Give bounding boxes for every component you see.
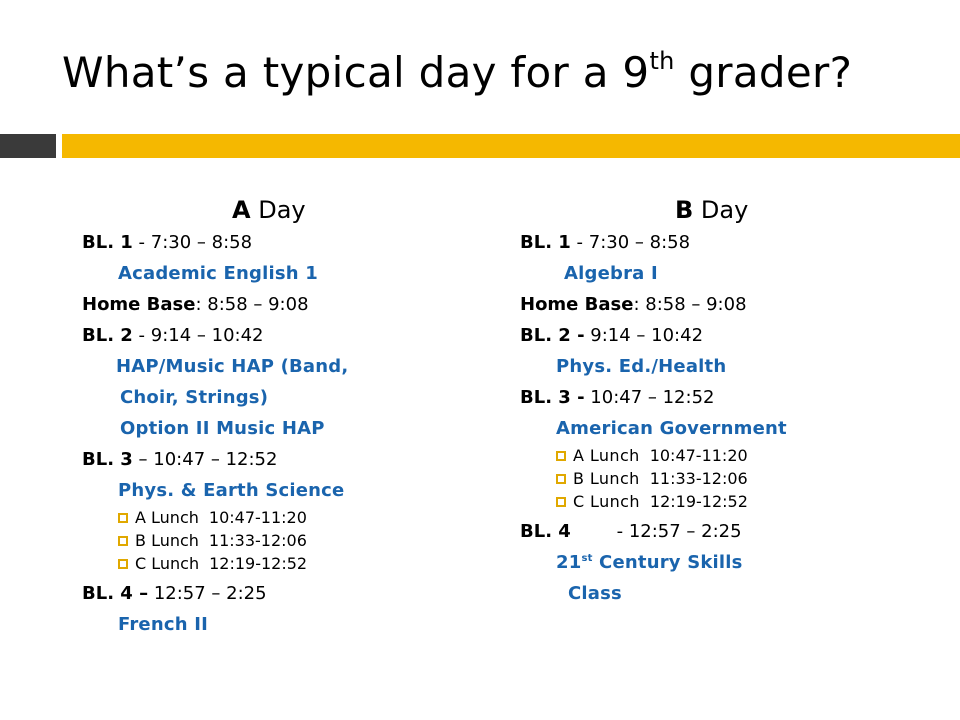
a-course-2-line-1: HAP/Music HAP (Band, — [116, 356, 349, 377]
square-bullet-icon — [118, 559, 128, 569]
a-home-base: Home Base: 8:58 – 9:08 — [82, 294, 309, 315]
b-block-3: BL. 3 - 10:47 – 12:52 — [520, 387, 715, 408]
square-bullet-icon — [556, 474, 566, 484]
a-block-3: BL. 3 – 10:47 – 12:52 — [82, 449, 278, 470]
a-block-2: BL. 2 - 9:14 – 10:42 — [82, 325, 264, 346]
b-day-heading: B Day — [675, 196, 749, 224]
square-bullet-icon — [118, 536, 128, 546]
a-course-1: Academic English 1 — [118, 263, 318, 284]
square-bullet-icon — [118, 513, 128, 523]
a-block-1: BL. 1 - 7:30 – 8:58 — [82, 232, 253, 253]
a-course-2-line-3: Option II Music HAP — [120, 418, 325, 439]
title-divider-gold — [62, 134, 960, 158]
a-lunch-c: C Lunch 12:19-12:52 — [82, 552, 462, 575]
square-bullet-icon — [556, 451, 566, 461]
b-course-2: Phys. Ed./Health — [556, 356, 727, 377]
b-course-1: Algebra I — [564, 263, 658, 284]
a-course-2-line-2: Choir, Strings) — [120, 387, 269, 408]
a-lunch-a: A Lunch 10:47-11:20 — [82, 506, 462, 529]
a-course-4: French II — [118, 614, 208, 635]
title-divider-dark — [0, 134, 56, 158]
b-home-base: Home Base: 8:58 – 9:08 — [520, 294, 747, 315]
b-block-2: BL. 2 - 9:14 – 10:42 — [520, 325, 704, 346]
a-lunch-b: B Lunch 11:33-12:06 — [82, 529, 462, 552]
b-lunch-c: C Lunch 12:19-12:52 — [520, 490, 940, 513]
b-course-4-line-2: Class — [568, 583, 622, 604]
b-course-4-line-1: 21st Century Skills — [556, 552, 743, 573]
b-lunch-a: A Lunch 10:47-11:20 — [520, 444, 940, 467]
b-day-column — [520, 193, 940, 609]
a-block-4: BL. 4 – 12:57 – 2:25 — [82, 583, 267, 604]
b-block-4: BL. 4 - 12:57 – 2:25 — [520, 521, 742, 542]
b-block-1: BL. 1 - 7:30 – 8:58 — [520, 232, 691, 253]
b-lunch-b: B Lunch 11:33-12:06 — [520, 467, 940, 490]
b-course-3: American Government — [556, 418, 787, 439]
square-bullet-icon — [556, 497, 566, 507]
title-superscript: th — [649, 47, 675, 75]
a-course-3: Phys. & Earth Science — [118, 480, 345, 501]
a-day-column — [82, 193, 462, 640]
page-title: What’s a typical day for a 9th grader? — [62, 47, 853, 97]
a-day-heading: A Day — [232, 196, 306, 224]
